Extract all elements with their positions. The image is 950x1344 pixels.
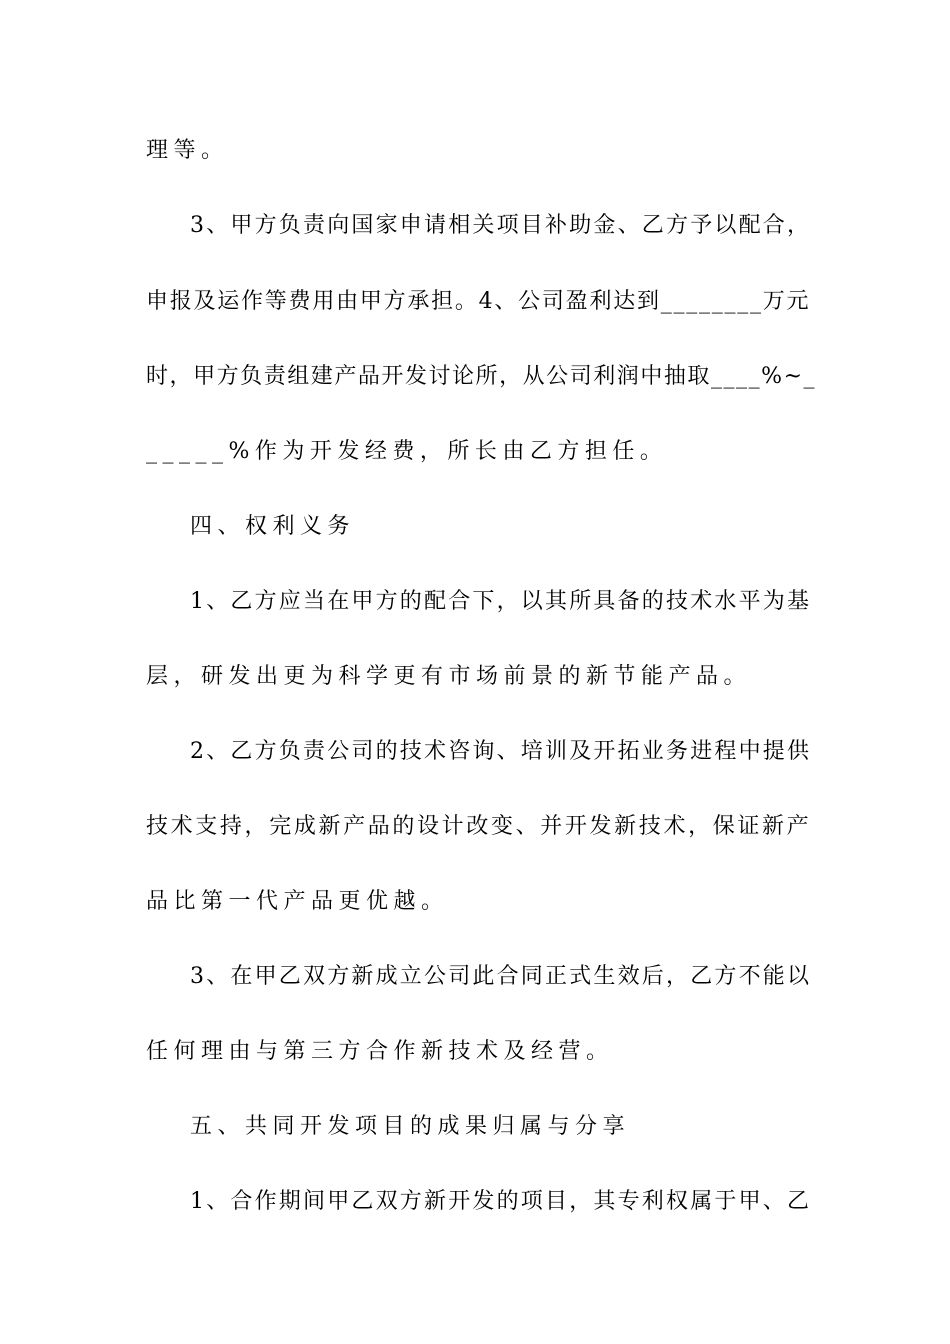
section-heading-results: 五、共同开发项目的成果归属与分享 <box>190 1114 631 1139</box>
text-line-1: 理等。 <box>146 138 229 163</box>
text-line-11: 品比第一代产品更优越。 <box>146 889 449 914</box>
text-line-13: 任何理由与第三方合作新技术及经营。 <box>146 1039 614 1064</box>
text-line-9: 2、乙方负责公司的技术咨询、培训及开拓业务进程中提供 <box>190 739 812 764</box>
text-line-7: 1、乙方应当在甲方的配合下，以其所具备的技术水平为基 <box>190 589 812 614</box>
text-line-4: 时，甲方负责组建产品开发讨论所，从公司利润中抽取____%~_ <box>146 364 817 389</box>
text-line-12: 3、在甲乙双方新成立公司此合同正式生效后，乙方不能以 <box>190 964 812 989</box>
text-line-10: 技术支持，完成新产品的设计改变、并开发新技术，保证新产 <box>146 814 812 839</box>
text-line-2: 3、甲方负责向国家申请相关项目补助金、乙方予以配合， <box>190 213 812 238</box>
text-line-3: 申报及运作等费用由甲方承担。4、公司盈利达到________万元 <box>146 289 811 314</box>
text-line-15: 1、合作期间甲乙双方新开发的项目，其专利权属于甲、乙 <box>190 1189 812 1214</box>
text-line-5: _____%作为开发经费，所长由乙方担任。 <box>146 439 668 464</box>
section-heading-rights: 四、权利义务 <box>190 514 356 539</box>
text-line-8: 层，研发出更为科学更有市场前景的新节能产品。 <box>146 664 752 689</box>
